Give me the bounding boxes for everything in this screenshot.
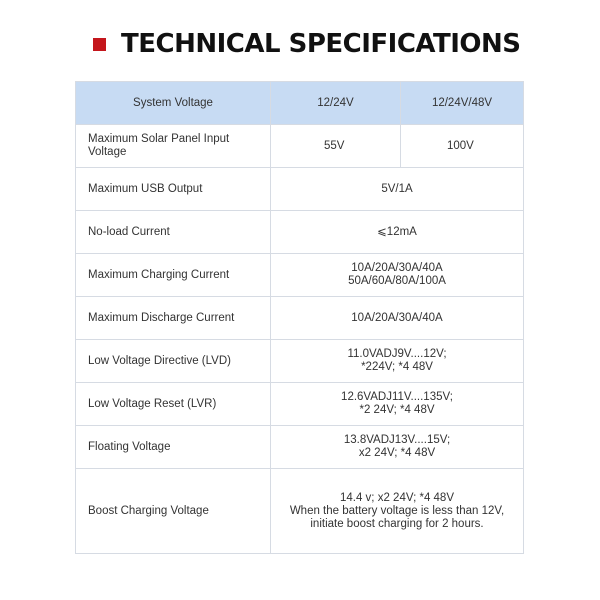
page-header bbox=[93, 26, 521, 62]
value-line: When the battery voltage is less than 12V, bbox=[289, 504, 505, 517]
header-label: System Voltage bbox=[76, 82, 271, 125]
value-line: *2 24V; *4 48V bbox=[359, 404, 435, 416]
value-line: 10A/20A/30A/40A bbox=[351, 262, 443, 274]
row-value: 100V bbox=[401, 125, 524, 168]
table-row bbox=[76, 125, 524, 168]
value-line: 13.8VADJ13V....15V; bbox=[343, 434, 451, 446]
value-line: initiate boost charging for 2 hours. bbox=[310, 517, 484, 530]
row-value: 55V bbox=[271, 125, 401, 168]
table-row bbox=[76, 340, 524, 383]
value-line: 12.6VADJ11V....135V; bbox=[341, 391, 453, 403]
row-label: Maximum Discharge Current bbox=[76, 297, 271, 340]
header-col-12-24-48v: 12/24V/48V bbox=[401, 82, 524, 125]
value-line: 50A/60A/80A/100A bbox=[348, 275, 446, 287]
row-label: Floating Voltage bbox=[76, 426, 271, 469]
row-label: Low Voltage Reset (LVR) bbox=[76, 383, 271, 426]
row-value bbox=[271, 469, 524, 554]
row-label: No-load Current bbox=[76, 211, 271, 254]
table-row bbox=[76, 297, 524, 340]
row-label: Maximum USB Output bbox=[76, 168, 271, 211]
table-header-row bbox=[76, 82, 524, 125]
row-label: Maximum Charging Current bbox=[76, 254, 271, 297]
red-square-icon bbox=[93, 38, 106, 51]
value-line: x2 24V; *4 48V bbox=[358, 447, 436, 459]
value-line: 11.0VADJ9V....12V; bbox=[347, 348, 447, 360]
row-label: Low Voltage Directive (LVD) bbox=[76, 340, 271, 383]
table-row bbox=[76, 426, 524, 469]
table-row bbox=[76, 469, 524, 554]
table-row bbox=[76, 168, 524, 211]
row-value bbox=[271, 254, 524, 297]
table-row bbox=[76, 211, 524, 254]
row-value: ⩽12mA bbox=[271, 211, 524, 254]
table-row bbox=[76, 254, 524, 297]
row-label: Boost Charging Voltage bbox=[76, 469, 271, 554]
row-label: Maximum Solar Panel Input Voltage bbox=[76, 125, 271, 168]
specifications-table bbox=[75, 81, 524, 554]
header-col-12-24v: 12/24V bbox=[271, 82, 401, 125]
row-value bbox=[271, 426, 524, 469]
row-value: 5V/1A bbox=[271, 168, 524, 211]
row-value bbox=[271, 383, 524, 426]
page-title: TECHNICAL SPECIFICATIONS bbox=[121, 29, 521, 59]
row-value bbox=[271, 340, 524, 383]
value-line: *224V; *4 48V bbox=[361, 361, 433, 373]
value-line: 14.4 v; x2 24V; *4 48V bbox=[339, 491, 454, 504]
table-row bbox=[76, 383, 524, 426]
row-value: 10A/20A/30A/40A bbox=[271, 297, 524, 340]
